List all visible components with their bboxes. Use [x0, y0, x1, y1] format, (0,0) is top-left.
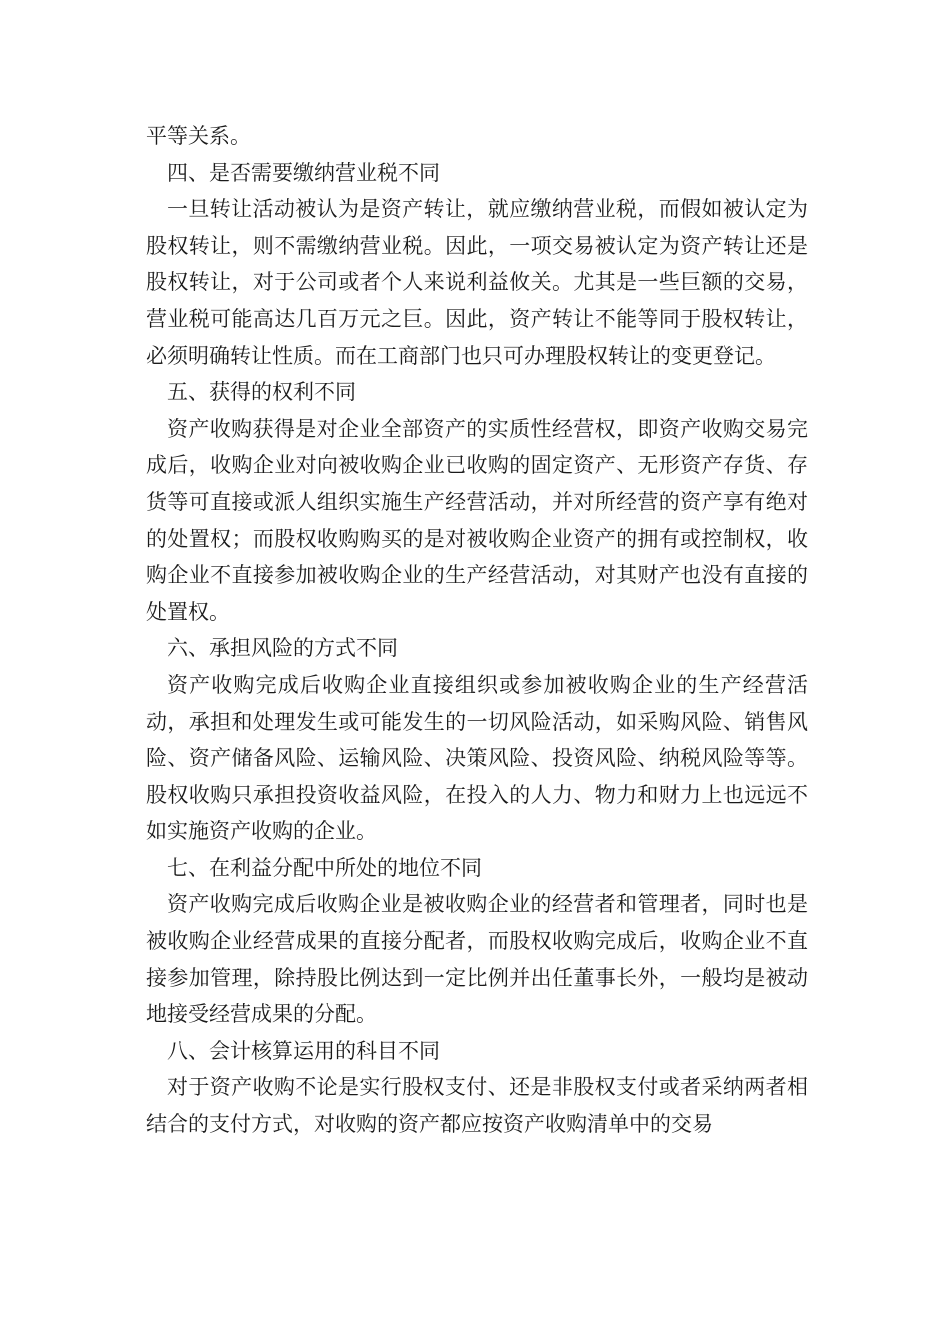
paragraph-section-4: 一旦转让活动被认为是资产转让，就应缴纳营业税，而假如被认定为股权转让，则不需缴纳营业税。因此，一项交易被认定为资产转让还是股权转让，对于公司或者个人来说利益攸关。尤其是一些巨额的交易，营业税可能高达几百万元之巨。因此，资产转让不能等同于股权转让，必须明确转让性质。而在工商部门也只可办理股权转让的变更登记。: [146, 197, 808, 368]
section-heading-5: 五、获得的权利不同: [167, 380, 356, 405]
paragraph-continuation: 平等关系。: [146, 124, 251, 148]
section-heading-4: 四、是否需要缴纳营业税不同: [167, 160, 440, 185]
section-heading-8: 八、会计核算运用的科目不同: [167, 1038, 440, 1063]
section-heading-6: 六、承担风险的方式不同: [167, 636, 398, 661]
paragraph-section-7: 资产收购完成后收购企业是被收购企业的经营者和管理者，同时也是被收购企业经营成果的直接分配者，而股权收购完成后，收购企业不直接参加管理，除持股比例达到一定比例并出任董事长外，一般均是被动地接受经营成果的分配。: [146, 892, 808, 1027]
document-body: [146, 118, 808, 1143]
paragraph-section-6: 资产收购完成后收购企业直接组织或参加被收购企业的生产经营活动，承担和处理发生或可能发生的一切风险活动，如采购风险、销售风险、资产储备风险、运输风险、决策风险、投资风险、纳税风险等等。股权收购只承担投资收益风险，在投入的人力、物力和财力上也远远不如实施资产收购的企业。: [146, 672, 808, 844]
section-heading-7: 七、在利益分配中所处的地位不同: [167, 855, 482, 880]
paragraph-section-8: 对于资产收购不论是实行股权支付、还是非股权支付或者采纳两者相结合的支付方式，对收购的资产都应按资产收购清单中的交易: [146, 1075, 808, 1137]
paragraph-section-5: 资产收购获得是对企业全部资产的实质性经营权，即资产收购交易完成后，收购企业对向被收购企业已收购的固定资产、无形资产存货、存货等可直接或派人组织实施生产经营活动，并对所经营的资产享有绝对的处置权；而股权收购购买的是对被收购企业资产的拥有或控制权，收购企业不直接参加被收购企业的生产经营活动，对其财产也没有直接的处置权。: [146, 416, 808, 624]
